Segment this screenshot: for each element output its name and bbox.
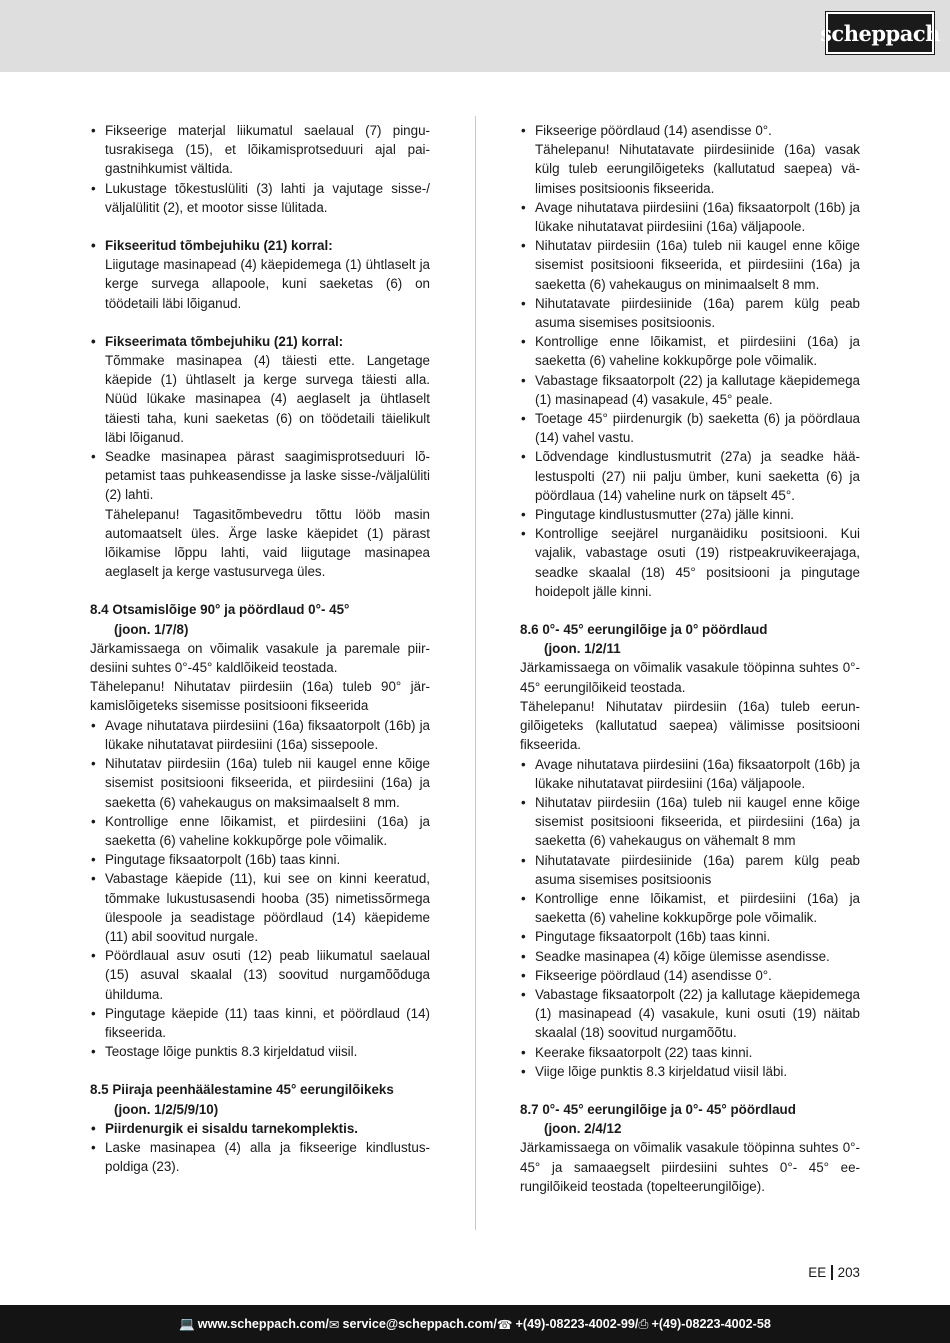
column-divider	[475, 116, 476, 1230]
list-item-note: Tähelepanu! Tagasitõmbevedru tõttu lööb masin automaatselt üles. Ärge laske käepidet (1) pärast lõikamise lõppu lahti, vaid liigutage masinapea aeglaselt ja kerge vastusurvega üles.	[105, 506, 430, 580]
section-reference: (joon. 1/2/11	[544, 641, 621, 657]
list-item-text: • Fikseerige pöördlaud (14) asendisse 0°.	[535, 123, 772, 138]
list-item: • Avage nihutatava piirdesiini (16a) fiksaatorpolt (16b) ja lükake nihutatavat piirdesiini (16a) väljapoole.	[520, 198, 860, 236]
footer-separator: /	[493, 1317, 497, 1331]
footer-phone: +(49)-08223-4002-99	[515, 1317, 635, 1331]
section-heading: 8.4 Otsamislõige 90° ja pöördlaud 0°- 45°	[90, 602, 350, 618]
list-item: • Viige lõige punktis 8.3 kirjeldatud viisil läbi.	[520, 1062, 860, 1081]
fixed-guide-title: • Fikseeritud tõmbejuhiku (21) korral:	[105, 238, 333, 254]
language-code: EE	[808, 1265, 827, 1280]
list-item	[90, 447, 430, 581]
unfixed-guide-title: • Fikseerimata tõmbejuhiku (21) korral:	[105, 333, 344, 349]
list-item: • Fikseerige materjal liikumatul saelaual (7) pingutusrakisega (15), et lõikamisprotseduuri ajal paigastnihkumist vältida.	[90, 121, 430, 179]
list-item: • Nihutatav piirdesiin (16a) tuleb nii kaugel enne kõige sisemist positsiooni fikseerida, et piirdesiini (16a) ja saeketta (6) vahekaugus on minimaalselt 8 mm.	[520, 236, 860, 294]
list-item: • Lukustage tõkestuslüliti (3) lahti ja vajutage sisse-/ väljalülitit (2), et mootor sisse lülitada.	[90, 179, 430, 217]
right-column	[520, 121, 860, 1196]
page-number-value: 203	[837, 1265, 860, 1280]
page-footer	[0, 1305, 950, 1343]
list-item	[90, 332, 430, 447]
page-number	[808, 1265, 860, 1280]
list-item: • Teostage lõige punktis 8.3 kirjeldatud viisil.	[90, 1042, 430, 1061]
footer-separator: /	[634, 1317, 639, 1331]
list-item: • Kontrollige seejärel nurganäidiku positsiooni. Kui vajalik, vabastage osuti (19) ristpeakruvikeerajaga, seadke skaalal (18) 45° positsiooni ja pingutage hoidepolt jälle kinni.	[520, 524, 860, 601]
list-item: • Avage nihutatava piirdesiini (16a) fiksaatorpolt (16b) ja lükake nihutatavat piirdesiini (16a) väljapoole.	[520, 755, 860, 793]
footer-fax: +(49)-08223-4002-58	[651, 1317, 771, 1331]
list-item: • Vabastage fiksaatorpolt (22) ja kallutage käepidemega (1) masinapead (4) vasakule, kuni osuti (19) näitab skaalal (18) soovitud nurgamõõtu.	[520, 985, 860, 1043]
unfixed-guide-text: Tõmmake masinapea (4) täiesti ette. Langetage käepide (1) ühtlaselt ja kerge survega täiesti alla. Nüüd lükake masinapea (4) aeglaselt ja ühtlaselt täiesti taha, kuni saeketas (6) on töödetaili täielikult läbi lõiganud.	[105, 353, 430, 445]
list-item: • Keerake fiksaatorpolt (22) taas kinni.	[520, 1043, 860, 1062]
separator-bar	[831, 1265, 833, 1280]
section-reference: (joon. 2/4/12	[544, 1121, 622, 1137]
fixed-guide-text: Liigutage masinapead (4) käepidemega (1) ühtlaselt ja kerge survega allapoole, kuni saeketas (6) on töödetaili läbi lõiganud.	[105, 257, 430, 311]
section-heading: 8.6 0°- 45° eerungilõige ja 0° pöördlaud	[520, 622, 768, 638]
list-item: • Pingutage fiksaatorpolt (16b) taas kinni.	[90, 850, 430, 869]
list-item: • Kontrollige enne lõikamist, et piirdesiini (16a) ja saeketta (6) vaheline kokkupõrge pole võimalik.	[520, 889, 860, 927]
list-item: • Kontrollige enne lõikamist, et piirdesiini (16a) ja saeketta (6) vaheline kokkupõrge pole võimalik.	[520, 332, 860, 370]
phone-icon: ☎	[496, 1317, 513, 1332]
footer-website[interactable]: www.scheppach.com	[197, 1317, 326, 1331]
list-item: • Nihutatavate piirdesiinide (16a) parem külg peab asuma sisemises positsioonis	[520, 851, 860, 889]
fax-icon: ⎙	[638, 1316, 649, 1331]
list-item: • Pingutage käepide (11) taas kinni, et pöördlaud (14) fikseerida.	[90, 1004, 430, 1042]
computer-icon: 💻	[179, 1316, 195, 1331]
list-item: • Vabastage fiksaatorpolt (22) ja kallutage käepidemega (1) masinapead (4) vasakule, 45° peale.	[520, 371, 860, 409]
list-item: • Pingutage fiksaatorpolt (16b) taas kinni.	[520, 927, 860, 946]
list-item: • Nihutatav piirdesiin (16a) tuleb nii kaugel enne kõige sisemist positsiooni fikseerida, et piirdesiini (16a) ja saeketta (6) vahekaugus on vähemalt 8 mm	[520, 793, 860, 851]
section-reference: (joon. 1/7/8)	[114, 621, 189, 637]
list-item: • Nihutatav piirdesiin (16a) tuleb nii kaugel enne kõige sisemist positsiooni fikseerida, et piirdesiini (16a) ja saeketta (6) vahekaugus on maksimaalselt 8 mm.	[90, 754, 430, 812]
list-item	[520, 121, 860, 198]
list-item: • Kontrollige enne lõikamist, et piirdesiini (16a) ja saeketta (6) vaheline kokkupõrge pole võimalik.	[90, 812, 430, 850]
list-item: • Nihutatavate piirdesiinide (16a) parem külg peab asuma sisemises positsioonis.	[520, 294, 860, 332]
list-item	[90, 236, 430, 313]
list-item: • Avage nihutatava piirdesiini (16a) fiksaatorpolt (16b) ja lükake nihutatavat piirdesiini (16a) sissepoole.	[90, 716, 430, 754]
list-item: • Fikseerige pöördlaud (14) asendisse 0°.	[520, 966, 860, 985]
list-item: • Laske masinapea (4) alla ja fikseerige kindlustuspoldiga (23).	[90, 1138, 430, 1176]
section-heading: 8.5 Piiraja peenhäälestamine 45° eerungilõikeks	[90, 1082, 394, 1098]
page-header	[0, 0, 950, 72]
section-heading: 8.7 0°- 45° eerungilõige ja 0°- 45° pöördlaud	[520, 1101, 796, 1117]
list-item: • Pingutage kindlustusmutter (27a) jälle kinni.	[520, 505, 860, 524]
left-column	[90, 121, 430, 1176]
section-reference: (joon. 1/2/5/9/10)	[114, 1101, 219, 1117]
paragraph: Tähelepanu! Nihutatav piirdesiin (16a) tuleb 90° järkamislõigeteks sisemisse positsiooni fikseerida	[90, 679, 430, 714]
paragraph: Tähelepanu! Nihutatav piirdesiin (16a) tuleb eerungilõigeteks (kallutatud saepea) välimisse positsiooni fikseerida.	[520, 698, 860, 753]
list-item: • Pöördlaual asuv osuti (12) peab liikumatul saelaual (15) asuval skaalal (13) soovitud nurgamõõduga ühilduma.	[90, 946, 430, 1004]
mail-icon: ✉	[328, 1317, 340, 1332]
list-item: • Vabastage käepide (11), kui see on kinni keeratud, tõmmake lukustusasendi hooba (35) nimetissõrmega ülespoole ja seadistage pöördlaud (14) käepideme (11) abil soovitud nurgale.	[90, 869, 430, 946]
list-item-text: • Seadke masinapea pärast saagimisprotseduuri lõpetamist taas puhkeasendisse ja laske sisse-/väljalüliti (2) lahti.	[105, 449, 430, 503]
paragraph: Järkamissaega on võimalik vasakule tööpinna suhtes 0°- 45° ja samaaegselt piirdesiini suhtes 0°- 45° eerungilõikeid teostada (topelteerungilõige).	[520, 1140, 860, 1194]
paragraph: Järkamissaega on võimalik vasakule ja paremale piirdesiini suhtes 0°-45° kaldlõikeid teostada.	[90, 640, 430, 676]
list-item-note: Tähelepanu! Nihutatavate piirdesiinide (16a) vasak külg tuleb eerungilõigeteks (kallutatud saepea) välimises positsioonis fikseerida.	[535, 142, 860, 196]
list-item: • Lõdvendage kindlustusmutrit (27a) ja seadke häälestuspolti (27) nii palju ümber, kuni saeketta (6) ja pöördlaua (14) vaheline nurk on täpselt 45°.	[520, 447, 860, 505]
footer-separator: /	[325, 1317, 329, 1331]
list-item: • Seadke masinapea (4) kõige ülemisse asendisse.	[520, 947, 860, 966]
scheppach-logo: scheppach	[826, 12, 934, 54]
paragraph: Järkamissaega on võimalik vasakule tööpinna suhtes 0°- 45° eerungilõikeid teostada.	[520, 660, 860, 695]
list-item: • Piirdenurgik ei sisaldu tarnekomplektis.	[90, 1119, 430, 1138]
footer-email[interactable]: service@scheppach.com	[342, 1317, 494, 1331]
list-item: • Toetage 45° piirdenurgik (b) saeketta (6) ja pöördlaua (14) vahel vastu.	[520, 409, 860, 447]
